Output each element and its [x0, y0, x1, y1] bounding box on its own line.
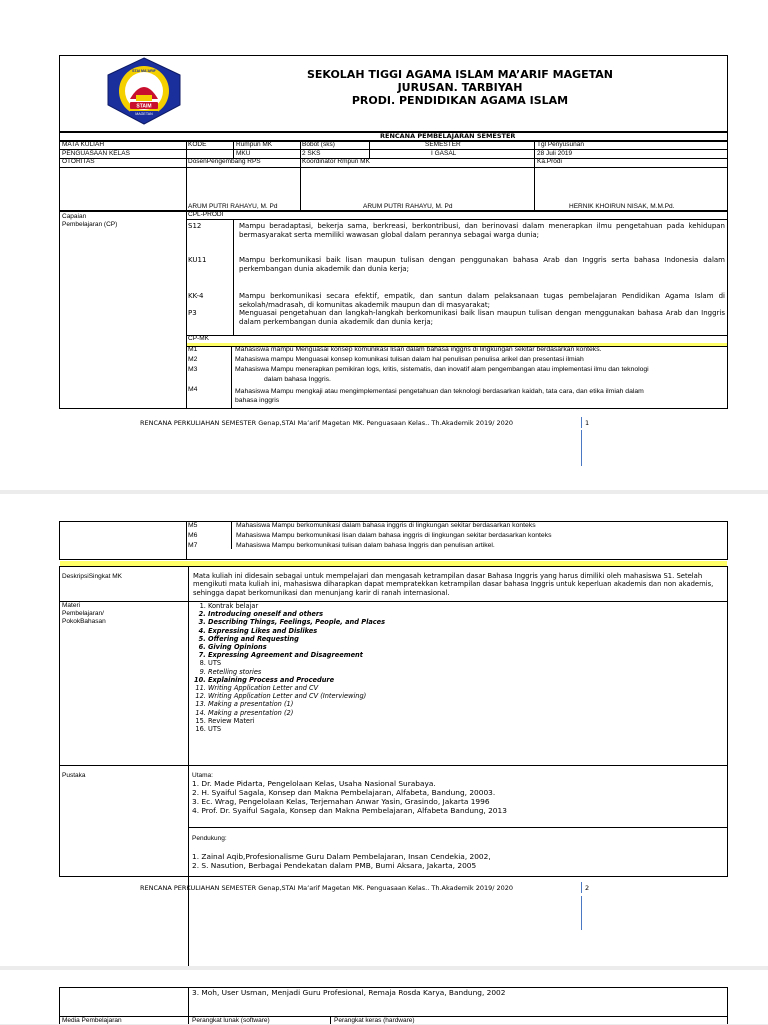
label-bobot: Bobot (sks) — [302, 141, 335, 148]
mk-code-2: M2 — [188, 356, 198, 363]
value-bobot: 2 SKS — [302, 150, 321, 157]
mk-code-6: M6 — [188, 532, 198, 539]
utama-ref-2: 2. H. Syaiful Sagala, Konsep dan Makna Pembelajaran, Alfabeta, Bandung, 20003. — [192, 788, 496, 797]
mk-text-2: Mahasiswa mampu Menguasai konsep komunikasi tulisan dalam hal penulisan penulisa arikel dan presentasi ilmiah — [235, 356, 584, 363]
cpl-header: CPL-PRODI — [188, 211, 224, 218]
materi-item: 1. Kontrak belajar — [208, 602, 706, 610]
materi-item: 2. Introducing oneself and others — [208, 610, 706, 618]
materi-item: 12. Writing Application Letter and CV (Interviewing) — [208, 692, 706, 700]
page-number-2: 2 — [585, 884, 590, 892]
cpl-code-p3: P3 — [188, 309, 197, 317]
pendukung-label: Pendukung: — [192, 835, 227, 842]
svg-text:STAI MA'ARIF: STAI MA'ARIF — [132, 69, 156, 73]
materi-item: 11. Writing Application Letter and CV — [208, 684, 706, 692]
svg-text:STAIM: STAIM — [136, 103, 152, 110]
utama-ref-1: 1. Dr. Made Pidarta, Pengelolaan Kelas, Usaha Nasional Surabaya. — [192, 779, 436, 788]
materi-item: 15. Review Materi — [208, 717, 706, 725]
value-course-name: PENGUASAAN KELAS — [62, 150, 130, 157]
mk-code-4: M4 — [188, 386, 198, 393]
page-1 — [0, 0, 768, 490]
page-number-line-2 — [581, 896, 582, 930]
footer-2: RENCANA PERKULIAHAN SEMESTER Genap,STAI Ma’arif Magetan MK. Penguasaan Kelas.. Th.Akademik 2019/ 2020 — [140, 884, 514, 892]
materi-label-2: Pembelajaran/ — [62, 610, 104, 617]
value-tgl: 28 Juli 2019 — [537, 150, 573, 157]
cpl-text-kk4: Mampu berkomunikasi secara efektif, empatik, dan santun dalam pelaksanaan tugas pembelajaran Pendidikan Agama Islam di sekolah/madrasah, di komunitas akademik maupun dan di masyarakat; — [239, 292, 725, 309]
signature-kaprodi: HERNIK KHOIRUN NISAK, M.M.Pd. — [569, 203, 675, 210]
materi-item: 6. Giving Opinions — [208, 643, 706, 651]
materi-item: 4. Expressing Likes and Dislikes — [208, 627, 706, 635]
label-koordinator: Koordinator Rmpun MK — [302, 158, 370, 165]
mk-text-7: Mahasiswa Mampu berkomunikasi tulisan dalam bahasa Inggris dan penulisan artikel. — [236, 542, 495, 549]
label-dosen: DosenPengembang RPS — [188, 158, 261, 165]
mk-code-7: M7 — [188, 542, 198, 549]
utama-ref-4: 4. Prof. Dr. Syaiful Sagala, Konsep dan Makna Pembelajaran, Alfabeta Bandung, 2013 — [192, 806, 507, 815]
mk-text-3: Mahasiswa Mampu menerapkan pemikiran logs, kritis, sistematis, dan inovatif alam pengembangan atau implementasi ilmu dan teknologi — [235, 366, 649, 373]
materi-item: 14. Making a presentation (2) — [208, 709, 706, 717]
value-semester: I GASAL — [431, 150, 457, 157]
cpl-code-s12: S12 — [188, 222, 202, 230]
cpl-text-s12: Mampu beradaptasi, bekerja sama, berkreasi, berkontribusi, dan berinovasi dalam menerapkan ilmu pengetahuan pada kehidupan bermasyarakat serta memiliki wawasan global dalam perannya sebagai warga dunia; — [239, 222, 725, 239]
hardware-label: Perangkat keras (hardware) — [334, 1017, 415, 1024]
label-kode: KODE — [188, 141, 207, 148]
cp-label-1: Capaian — [62, 213, 87, 220]
mk-code-1: M1 — [188, 346, 198, 353]
footer-1: RENCANA PERKULIAHAN SEMESTER Genap,STAI Ma’arif Magetan MK. Penguasaan Kelas.. Th.Akademik 2019/ 2020 — [140, 419, 514, 427]
signature-koordinator: ARUM PUTRI RAHAYU, M. Pd — [363, 203, 453, 210]
mk-text-6: Mahasiswa Mampu berkomunikasi lisan dalam bahasa inggris di lingkungan sekitar berdasarkan konteks — [236, 532, 552, 539]
materi-item: 8. UTS — [208, 659, 706, 667]
mk-text-5: Mahasiswa Mampu berkomunikasi dalam bahasa inggris di lingkungan sekitar berdasarkan konteks — [236, 522, 536, 529]
utama-ref-3: 3. Ec. Wrag, Pengelolaan Kelas, Terjemahan Anwar Yasin, Grasindo, Jakarta 1996 — [192, 797, 490, 806]
label-rumpun: Rumpun MK — [236, 141, 273, 148]
header-line-2: JURUSAN. TARBIYAH — [397, 81, 523, 94]
materi-label-1: Materi — [62, 602, 81, 609]
pendukung-ref-2: 2. S. Nasution, Berbagai Pendekatan dalam PMB, Bumi Aksara, Jakarta, 2005 — [192, 861, 477, 870]
mk-text-3b: dalam bahasa Inggris. — [264, 376, 331, 383]
college-logo — [100, 55, 188, 127]
materi-item: 7. Expressing Agreement and Disagreement — [208, 651, 706, 659]
utama-label: Utama: — [192, 772, 213, 779]
pustaka-label: Pustaka — [62, 772, 86, 779]
value-rumpun: MKU — [236, 150, 251, 157]
mk-text-1: Mahasiswa mampu Menguasai konsep komunikasi lisan dalam bahasa inggris di lingkungan sekitar berdasarkan konteks. — [235, 346, 602, 353]
mk-text-4b: bahasa inggris — [235, 397, 280, 404]
label-tgl: Tgl Penyusunan — [537, 141, 584, 148]
rps-title: RENCANA PEMBELAJARAN SEMESTER — [380, 132, 516, 140]
materi-item: 3. Describing Things, Feelings, People, and Places — [208, 618, 706, 626]
pustaka-ref-3: 3. Moh, User Usman, Menjadi Guru Profesional, Remaja Rosda Karya, Bandung, 2002 — [192, 988, 506, 997]
header-line-1: SEKOLAH TIGGI AGAMA ISLAM MA’ARIF MAGETAN — [306, 68, 614, 81]
materi-item: 10. Explaining Process and Procedure — [208, 676, 706, 684]
label-kaprodi: Ka.Prodi — [537, 158, 562, 165]
header-line-3: PRODI. PENDIDIKAN AGAMA ISLAM — [351, 94, 569, 107]
page-number-bar-2 — [581, 882, 582, 893]
page-2 — [0, 494, 768, 966]
materi-item: 9. Retelling stories — [208, 668, 706, 676]
deskripsi-text: Mata kuliah ini didesain sebagai untuk mempelajari dan mengasah ketrampilan dasar Bahasa Inggris yang harus dimiliki oleh mahasiswa S1. Setelah mengikuti mata kuliah ini, mahasiswa diharapkan dapat mempratekkan ketrampilan dasar bahasa Inggris untuk keperluan akademis dan non akademis, sehingga dapat berkomunikasi dan menunjang karir di ranah internasional. — [193, 572, 714, 597]
page-number-line-1 — [581, 430, 582, 466]
page-number-bar-1 — [581, 417, 582, 428]
media-label: Media Pembelajaran — [62, 1017, 122, 1024]
header-title — [260, 68, 660, 107]
cpmk-header: CP-MK — [188, 335, 209, 342]
mk-text-4: Mahasiswa Mampu mengkaji atau mengimplementasi pengetahuan dan teknologi berdasarkan kaidah, tata cara, dan etika ilmiah dalam — [235, 388, 644, 395]
mk-code-3: M3 — [188, 366, 198, 373]
label-mata-kuliah: MATA KULIAH — [62, 141, 105, 148]
materi-list — [186, 602, 706, 733]
materi-item: 16. UTS — [208, 725, 706, 733]
cpl-text-p3: Menguasai pengetahuan dan langkah-langkah berkomunikasi baik lisan maupun tulisan dengan menggunakan bahasa Arab dan Inggris dalam perkembangan dunia akademik dan dunia kerja; — [239, 309, 725, 326]
page-number-1: 1 — [585, 419, 590, 427]
software-label: Perangkat lunak (software) — [192, 1017, 270, 1024]
deskripsi-label: DeskripsiSingkat MK — [62, 573, 122, 580]
svg-text:MAGETAN: MAGETAN — [135, 112, 153, 116]
materi-item: 5. Offering and Requesting — [208, 635, 706, 643]
materi-label-3: PokokBahasan — [62, 618, 106, 625]
page-3 — [0, 970, 768, 1024]
label-otoritas: OTORITAS — [62, 158, 95, 165]
mk-code-5: M5 — [188, 522, 198, 529]
cp-label-2: Pembelajaran (CP) — [62, 221, 118, 228]
materi-item: 13. Making a presentation (1) — [208, 700, 706, 708]
cpl-code-ku11: KU11 — [188, 256, 207, 264]
cpl-text-ku11: Mampu berkomunikasi baik lisan maupun tulisan dengan penggunakan bahasa Arab dan Inggris serta bahasa Indonesia dalam perkembangan dunia akademik dan dunia kerja; — [239, 256, 725, 273]
pendukung-ref-1: 1. Zainal Aqib,Profesionalisme Guru Dalam Pembelajaran, Insan Cendekia, 2002, — [192, 852, 491, 861]
cpl-code-kk4: KK-4 — [188, 292, 204, 300]
label-semester: SEMESTER — [425, 141, 461, 148]
signature-dosen: ARUM PUTRI RAHAYU, M. Pd — [188, 203, 278, 210]
